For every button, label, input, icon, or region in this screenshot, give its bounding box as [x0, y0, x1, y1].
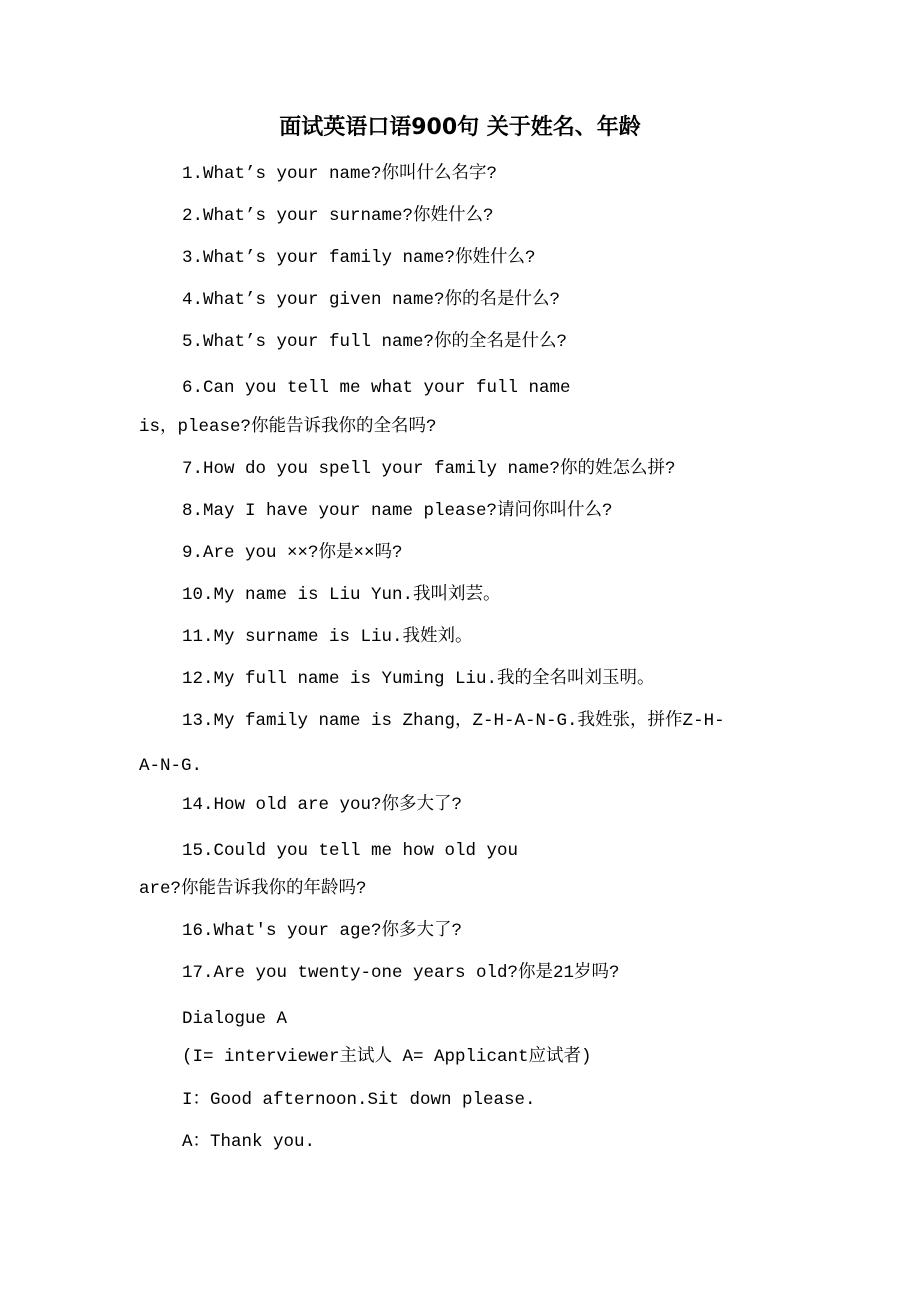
page-title: 面试英语口语900句 关于姓名、年龄 [279, 115, 641, 140]
sentence-15-cont: are?你能告诉我你的年龄吗? [139, 879, 367, 899]
sentence-5: 5.What’s your full name?你的全名是什么? [182, 332, 568, 352]
sentence-6-cont: is，please?你能告诉我你的全名吗? [139, 417, 437, 437]
dialogue-heading: Dialogue A [182, 1009, 288, 1029]
sentence-14: 14.How old are you?你多大了? [182, 795, 463, 815]
dialogue-legend: (I= interviewer主试人 A= Applicant应试者) [182, 1047, 592, 1067]
sentence-6: 6.Can you tell me what your full name [182, 378, 571, 398]
sentence-15: 15.Could you tell me how old you [182, 841, 519, 861]
sentence-12: 12.My full name is Yuming Liu.我的全名叫刘玉明。 [182, 669, 655, 689]
sentence-1: 1.What’s your name?你叫什么名字? [182, 164, 498, 184]
dialogue-line-applicant: A：Thank you. [182, 1132, 316, 1152]
sentence-16: 16.What's your age?你多大了? [182, 921, 463, 941]
sentence-17: 17.Are you twenty-one years old?你是21岁吗? [182, 963, 620, 983]
sentence-4: 4.What’s your given name?你的名是什么? [182, 290, 561, 310]
sentence-13-cont: A-N-G. [139, 756, 203, 776]
sentence-3: 3.What’s your family name?你姓什么? [182, 248, 536, 268]
sentence-13: 13.My family name is Zhang，Z-H-A-N-G.我姓张，拼作Z-H- [182, 711, 725, 731]
dialogue-line-interviewer: I：Good afternoon.Sit down please. [182, 1090, 536, 1110]
sentence-11: 11.My surname is Liu.我姓刘。 [182, 627, 473, 647]
sentence-10: 10.My name is Liu Yun.我叫刘芸。 [182, 585, 501, 605]
sentence-2: 2.What’s your surname?你姓什么? [182, 206, 494, 226]
sentence-7: 7.How do you spell your family name?你的姓怎么拼? [182, 459, 676, 479]
sentence-8: 8.May I have your name please?请问你叫什么? [182, 501, 613, 521]
sentence-9: 9.Are you ××?你是××吗? [182, 543, 403, 563]
